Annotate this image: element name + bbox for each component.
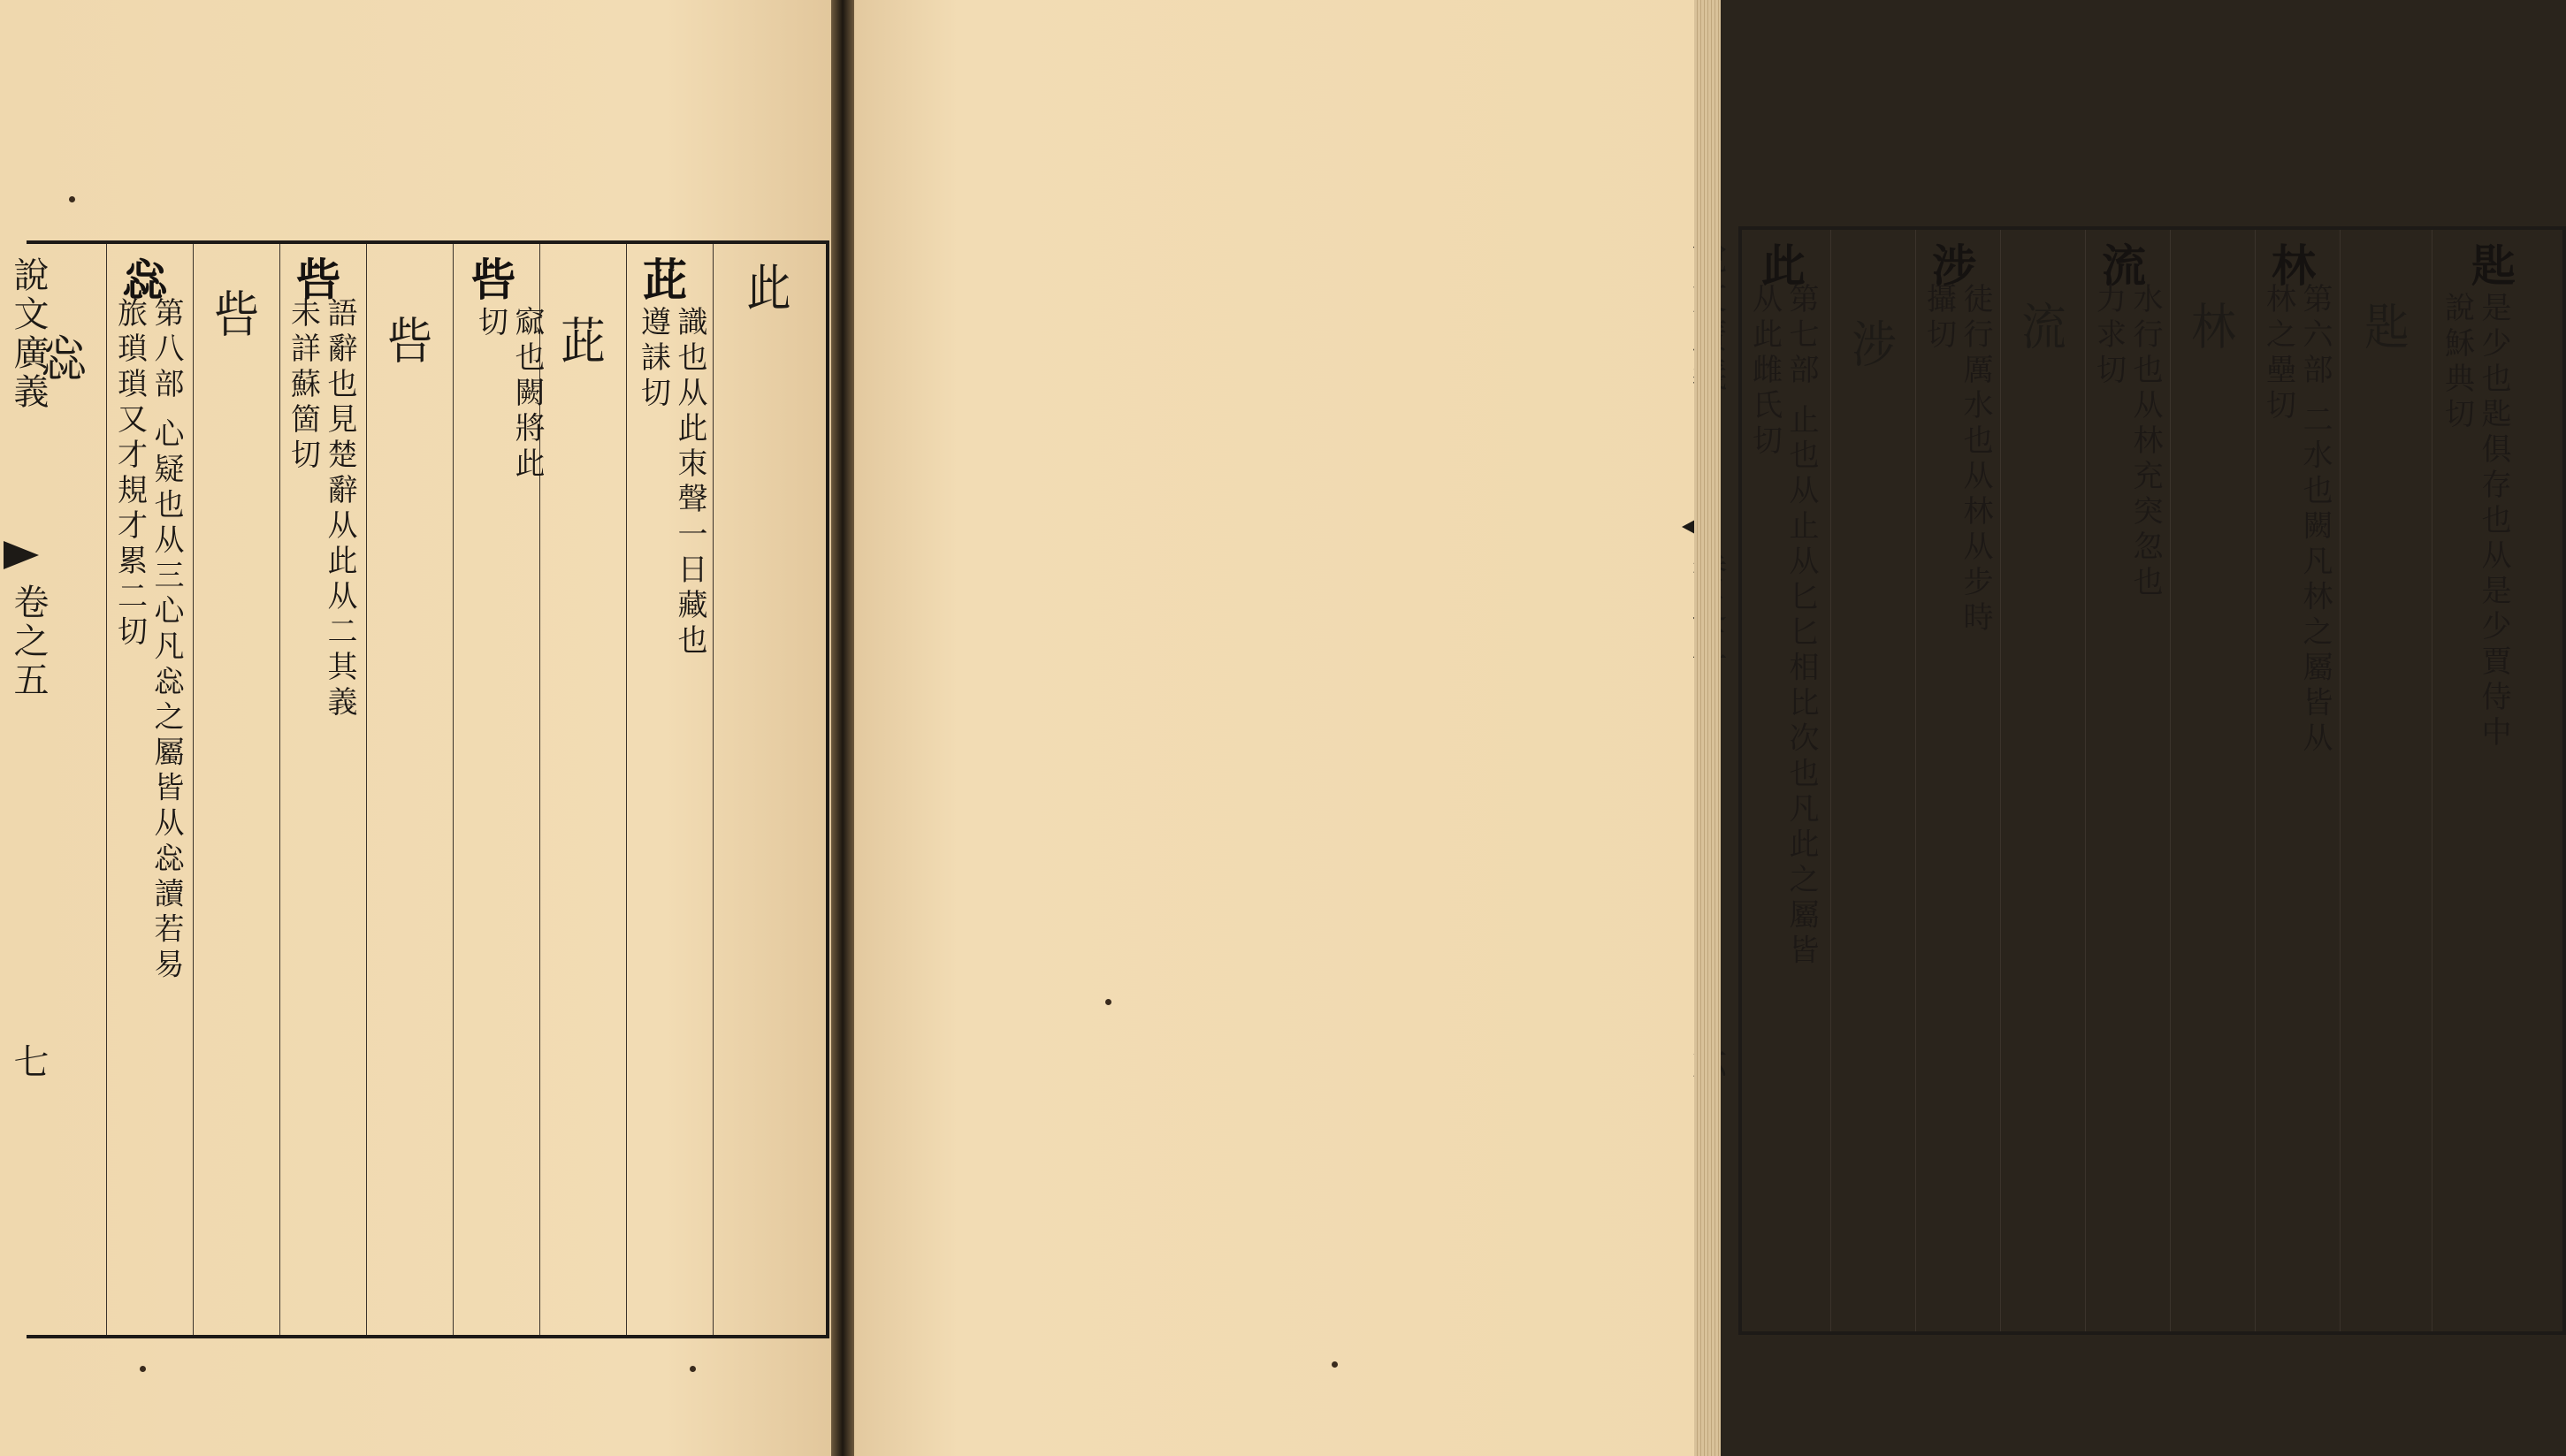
- right-text-frame: [1738, 226, 2566, 1335]
- ink-dot: [69, 196, 75, 202]
- seal-char: 惢: [34, 332, 87, 435]
- left-col-4: [453, 244, 545, 1335]
- right-col-4: [2170, 230, 2255, 1331]
- entry-head: 呰: [289, 256, 341, 301]
- left-col-2: [626, 244, 713, 1335]
- entry-head: 匙: [2464, 242, 2516, 286]
- entry-note: 水行也从林充突忽也力求切: [2090, 283, 2163, 601]
- entry-note: 徒行厲水也从林从步時攝切: [1921, 283, 1993, 637]
- left-col-6: [279, 244, 366, 1335]
- left-margin-title: 說文廣義: [8, 256, 49, 412]
- left-margin-volume: 卷之五: [8, 583, 49, 700]
- left-col-5: [366, 244, 453, 1335]
- seal-char: 茈: [554, 315, 606, 417]
- right-col-6: [2000, 230, 2085, 1331]
- book-gutter: [831, 0, 854, 1456]
- right-page: [854, 0, 2516, 1456]
- left-col-9: [27, 244, 106, 1335]
- right-col-8: [1830, 230, 1915, 1331]
- entry-note: 窳也闕將此切: [472, 306, 545, 483]
- entry-head: 流: [2095, 242, 2147, 286]
- left-col-8: [106, 244, 193, 1335]
- ink-dot: [1332, 1361, 1338, 1368]
- entry-head: 呰: [464, 256, 516, 301]
- left-text-frame: [27, 240, 829, 1338]
- page-edges: [1694, 0, 1721, 1456]
- entry-note: 識也从此朿聲一日藏也遵誄切: [635, 306, 707, 659]
- left-col-7: [193, 244, 279, 1335]
- left-page: [0, 0, 831, 1456]
- ink-dot: [690, 1366, 696, 1372]
- entry-head: 茈: [636, 256, 688, 301]
- right-col-7: [1915, 230, 2000, 1331]
- ink-dot: [140, 1366, 146, 1372]
- ink-dot: [1105, 999, 1111, 1005]
- right-col-1: [2432, 230, 2562, 1331]
- seal-char: 涉: [1844, 318, 1897, 421]
- left-col-1: [713, 244, 824, 1335]
- entry-note: 第六部 二水也闕凡林之屬皆从林之壘切: [2260, 283, 2333, 758]
- entry-head: 涉: [1925, 242, 1977, 286]
- entry-head: 此: [1754, 242, 1806, 286]
- right-col-9: [1742, 230, 1830, 1331]
- entry-note: 第八部 心疑也从三心凡惢之屬皆从惢讀若易旅瑣瑣又才規才累二切: [111, 297, 184, 984]
- seal-char: 林: [2184, 301, 2236, 403]
- right-col-3: [2255, 230, 2340, 1331]
- entry-head: 惢: [116, 256, 168, 301]
- right-col-2: [2340, 230, 2432, 1331]
- entry-note: 是少也匙俱存也从是少賈侍中說穌典切: [2439, 292, 2511, 751]
- left-margin-page: 七: [8, 1043, 49, 1082]
- seal-char: 流: [2014, 301, 2066, 403]
- left-col-3: [539, 244, 626, 1335]
- seal-char: 此: [739, 262, 791, 364]
- entry-note: 語辭也見楚辭从此从二其義未詳蘇箇切: [285, 297, 357, 721]
- right-col-5: [2085, 230, 2170, 1331]
- seal-char: 呰: [380, 315, 432, 417]
- seal-char: 呰: [207, 288, 259, 391]
- seal-char: 匙: [2357, 301, 2409, 403]
- entry-note: 第七部 止也从止从匕匕相比次也凡此之屬皆从此雌氏切: [1746, 283, 1819, 970]
- entry-head: 林: [2264, 242, 2317, 286]
